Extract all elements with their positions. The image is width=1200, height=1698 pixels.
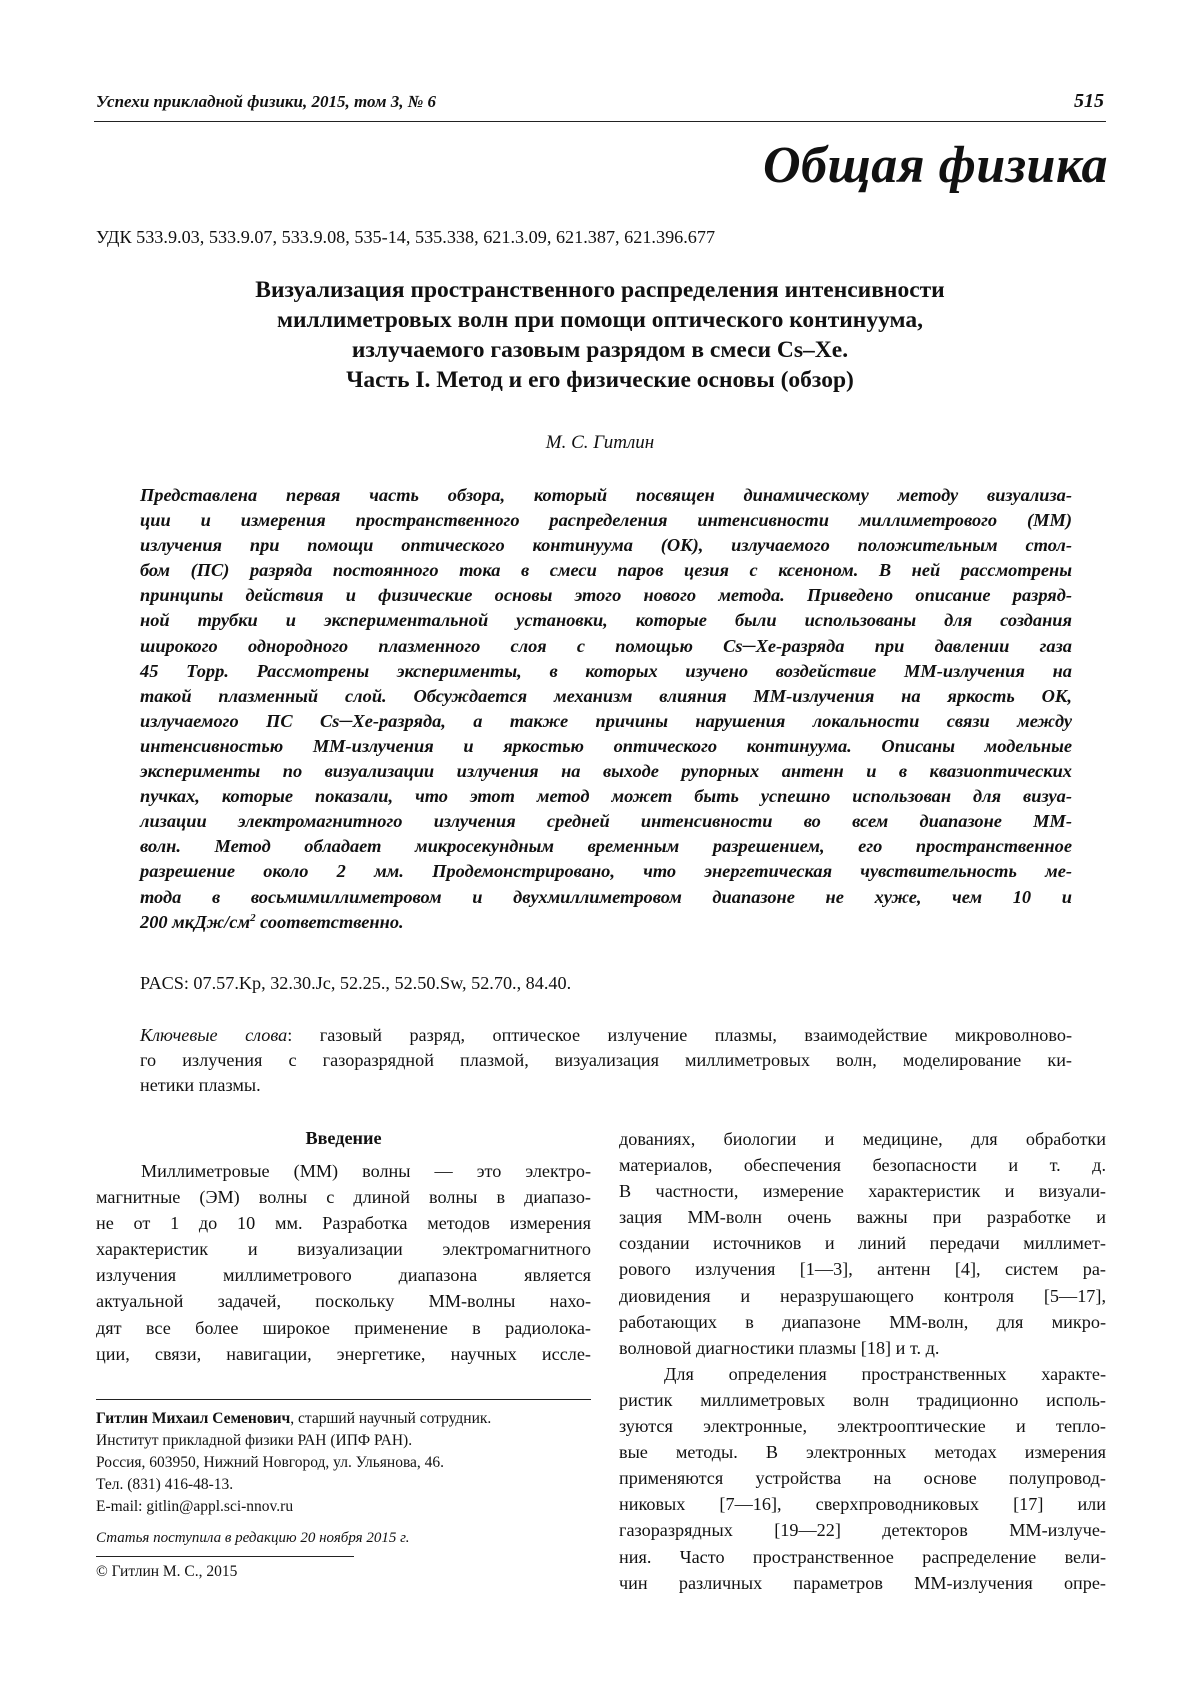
body-line: газоразрядных [19—22] детекторов ММ-излуче- — [619, 1520, 1106, 1541]
abstract-line: волн. Метод обладает микросекундным временным разрешением, его пространственное — [140, 836, 1072, 857]
body-line: ния. Часто пространственное распределение вели- — [619, 1546, 1106, 1567]
abstract-line: ной трубки и экспериментальной установки, которые были использованы для создания — [140, 610, 1072, 631]
footnote-position: , старший научный сотрудник. — [290, 1410, 492, 1427]
body-line: дят все более широкое применение в радиолока- — [96, 1317, 591, 1338]
abstract-line: интенсивностью ММ-излучения и яркостью оптического континуума. Описаны модельные — [140, 735, 1072, 756]
author-footnote — [96, 1408, 591, 1518]
abstract-line: излучаемого ПС Cs─Xe-разряда, а также причины нарушения локальности связи между — [140, 710, 1072, 731]
superscript: 2 — [250, 911, 256, 924]
footnote-line: Институт прикладной физики РАН (ИПФ РАН). — [96, 1432, 413, 1449]
title-line: излучаемого газовым разрядом в смеси Cs–Xe. — [351, 337, 849, 363]
abstract-line: ции и измерения пространственного распределения интенсивности миллиметрового (ММ) — [140, 510, 1072, 531]
intro-heading: Введение — [305, 1128, 382, 1148]
abstract — [140, 483, 1072, 935]
page-number: 515 — [1074, 90, 1104, 112]
keywords-text: : газовый разряд, оптическое излучение плазмы, взаимодействие микроволново- — [287, 1025, 1073, 1045]
abstract-line: принципы действия и физические основы этого нового метода. Приведено описание разряд- — [140, 585, 1072, 606]
abstract-line: лизации электромагнитного излучения средней интенсивности во всем диапазоне ММ- — [140, 811, 1072, 832]
keywords-line — [140, 1023, 1072, 1048]
udc-code: УДК 533.9.03, 533.9.07, 533.9.08, 535-14, 535.338, 621.3.09, 621.387, 621.396.677 — [96, 227, 716, 247]
abstract-last-line — [140, 910, 1072, 935]
pacs-codes: PACS: 07.57.Kp, 32.30.Jc, 52.25., 52.50.Sw, 52.70., 84.40. — [140, 973, 572, 993]
body-line: вые методы. В электронных методах измерения — [619, 1442, 1106, 1463]
title-line: Визуализация пространственного распределения интенсивности — [255, 277, 945, 303]
body-line: Миллиметровые (ММ) волны — это электро- — [141, 1161, 591, 1181]
footnote-rule — [96, 1399, 591, 1400]
keywords-label: Ключевые слова — [140, 1025, 288, 1045]
intro-right-column — [619, 1126, 1106, 1596]
received-date: Статья поступила в редакцию 20 ноября 2015 г. — [96, 1530, 410, 1546]
title-line: миллиметровых волн при помощи оптического континуума, — [276, 307, 924, 333]
body-line: диовидения и неразрушающего контроля [5—17], — [619, 1285, 1106, 1306]
body-line: рового излучения [1—3], антенн [4], систем ра- — [619, 1259, 1106, 1280]
section-title: Общая физика — [762, 137, 1108, 194]
body-line: ристик миллиметровых волн традиционно исполь- — [619, 1389, 1106, 1410]
body-line: излучения миллиметрового диапазона является — [96, 1265, 591, 1286]
body-line: дованиях, биологии и медицине, для обработки — [619, 1129, 1106, 1149]
keywords-line: нетики плазмы. — [140, 1075, 261, 1095]
body-line: В частности, измерение характеристик и визуали- — [619, 1181, 1106, 1202]
received-rule — [96, 1556, 354, 1557]
abstract-line: разрешение около 2 мм. Продемонстрировано, что энергетическая чувствительность ме- — [140, 861, 1072, 882]
abstract-line: такой плазменный слой. Обсуждается механизм влияния ММ-излучения на яркость ОК, — [140, 685, 1072, 706]
body-line: материалов, обеспечения безопасности и т. д. — [619, 1155, 1106, 1176]
footnote-line: Россия, 603950, Нижний Новгород, ул. Ульянова, 46. — [96, 1454, 445, 1471]
abstract-line: бом (ПС) разряда постоянного тока в смеси паров цезия с ксеноном. В ней рассмотрены — [140, 560, 1072, 581]
body-line: применяются устройства на основе полупровод- — [619, 1468, 1106, 1489]
abstract-line: эксперименты по визуализации излучения на выходе рупорных антенн и в квазиоптических — [140, 761, 1072, 782]
keywords — [140, 1023, 1072, 1098]
abstract-line: излучения при помощи оптического континуума (ОК), излучаемого положительным стол- — [140, 535, 1072, 556]
header-rule — [94, 121, 1106, 122]
title-line: Часть I. Метод и его физические основы (обзор) — [346, 367, 854, 393]
footnote-line: Тел. (831) 416-48-13. — [96, 1476, 234, 1493]
body-line: зация ММ-волн очень важны при разработке и — [619, 1207, 1106, 1228]
abstract-line: тода в восьмимиллиметровом и двухмиллиметровом диапазоне не хуже, чем 10 и — [140, 886, 1072, 907]
abstract-line: 45 Торр. Рассмотрены эксперименты, в которых изучено воздействие ММ-излучения на — [140, 660, 1072, 681]
article-title — [0, 275, 1200, 395]
abstract-last-post: соответственно. — [255, 911, 404, 932]
abstract-line: пучках, которые показали, что этот метод может быть успешно использован для визуа- — [140, 786, 1072, 807]
intro-left-column — [96, 1158, 591, 1367]
body-line: ции, связи, навигации, энергетике, научных иссле- — [96, 1343, 591, 1364]
body-line: Для определения пространственных характе- — [664, 1363, 1106, 1384]
abstract-line: Представлена первая часть обзора, который посвящен динамическому методу визуализа- — [140, 485, 1072, 505]
abstract-line: широкого однородного плазменного слоя с помощью Cs─Xe-разряда при давлении газа — [140, 635, 1072, 656]
footnote-author-name: Гитлин Михаил Семенович — [96, 1410, 291, 1427]
footnote-line — [96, 1408, 591, 1430]
body-line: волновой диагностики плазмы [18] и т. д. — [619, 1337, 940, 1358]
author: М. С. Гитлин — [545, 432, 655, 453]
body-line: никовых [7—16], сверхпроводниковых [17] или — [619, 1494, 1106, 1515]
body-line: зуются электронные, электрооптические и тепло- — [619, 1416, 1106, 1437]
body-line: чин различных параметров ММ-излучения опре- — [619, 1572, 1106, 1593]
copyright: © Гитлин М. С., 2015 — [96, 1563, 238, 1580]
body-line: характеристик и визуализации электромагнитного — [96, 1239, 591, 1260]
body-line: актуальной задачей, поскольку ММ-волны нахо- — [96, 1291, 591, 1312]
abstract-last-pre: 200 мкДж/см — [140, 911, 251, 932]
body-line: магнитные (ЭМ) волны с длиной волны в диапазо- — [96, 1187, 591, 1208]
keywords-line: го излучения с газоразрядной плазмой, визуализация миллиметровых волн, моделирование ки- — [140, 1050, 1072, 1070]
body-line: не от 1 до 10 мм. Разработка методов измерения — [96, 1213, 591, 1234]
body-line: работающих в диапазоне ММ-волн, для микро- — [619, 1311, 1106, 1332]
body-line: создании источников и линий передачи миллимет- — [619, 1233, 1106, 1254]
running-head: Успехи прикладной физики, 2015, том 3, № 6 — [96, 92, 437, 111]
footnote-email: E-mail: gitlin@appl.sci-nnov.ru — [96, 1498, 294, 1515]
